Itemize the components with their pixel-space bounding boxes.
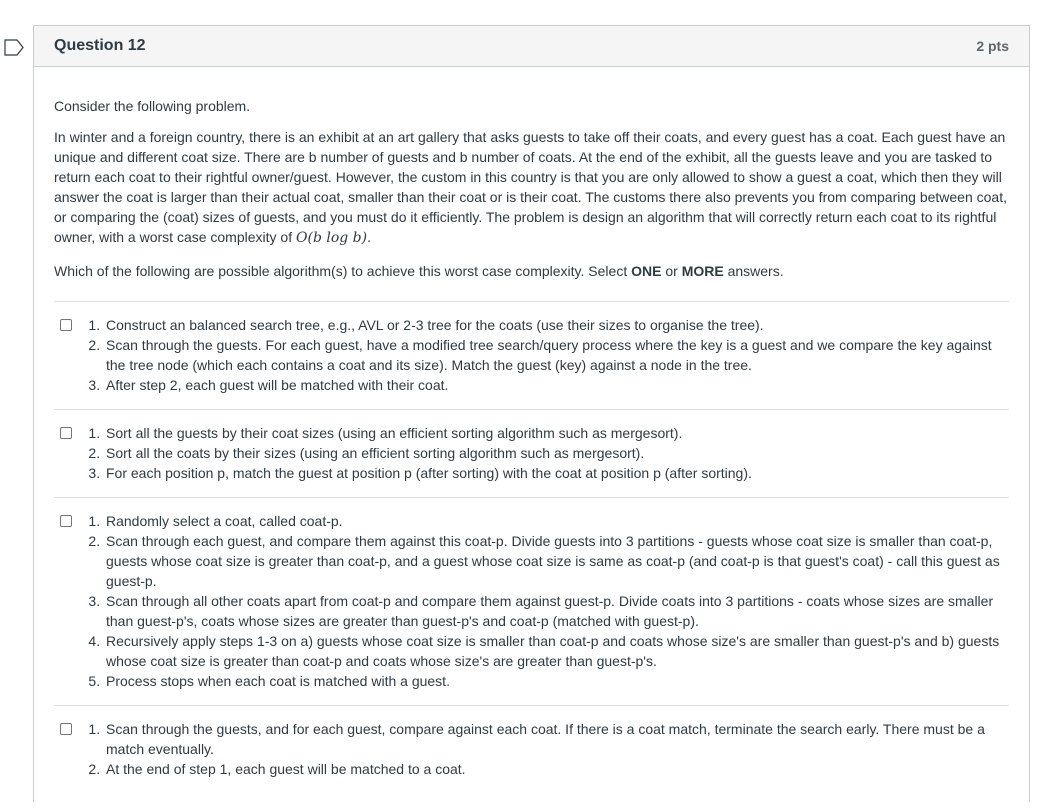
problem-text [54,127,1009,248]
prompt-more: MORE [681,263,724,279]
answer-checkbox-2[interactable] [60,427,72,439]
question-title: Question 12 [54,37,146,54]
prompt-or: or [661,263,682,279]
complexity-formula: O(b log b) [296,230,368,246]
answer-checkbox-4[interactable] [60,723,72,735]
answer-step: 5. Process stops when each coat is matched with a guest. [104,671,1009,691]
answer-step: 4. Recursively apply steps 1-3 on a) guests whose coat size is smaller than coat-p and coats whose size's are smaller than guest-p's and b) guests whose coat size is greater than coat-p and coats whose size's are greater than guest-p's. [104,631,1009,671]
answer-steps [88,423,752,483]
answer-step: 1. Sort all the guests by their coat sizes (using an efficient sorting algorithm such as mergesort). [104,423,752,443]
answer-step: 3. For each position p, match the guest at position p (after sorting) with the coat at position p (after sorting). [104,463,752,483]
bookmark-flag-icon[interactable] [4,39,24,56]
answer-step: 1. Scan through the guests, and for each guest, compare against each coat. If there is a coat match, terminate the search early. There must be a match eventually. [104,719,1009,759]
answer-option-4[interactable] [54,706,1009,793]
answer-option-2[interactable] [54,410,1009,498]
answer-step: 1. Construct an balanced search tree, e.g., AVL or 2-3 tree for the coats (use their sizes to organise the tree). [104,315,1009,335]
answer-option-3[interactable] [54,498,1009,706]
answer-step: 2. Scan through each guest, and compare them against this coat-p. Divide guests into 3 partitions - guests whose coat size is smaller than coat-p, guests whose coat size is greater than coat-p, and a guest whose coat size is same as coat-p (and coat-p is that guest's coat) - call this guest as guest-p. [104,531,1009,591]
question-points: 2 pts [976,38,1009,54]
answer-step: 2. At the end of step 1, each guest will be matched to a coat. [104,759,1009,779]
answer-step: 3. Scan through all other coats apart from coat-p and compare them against guest-p. Divide coats into 3 partitions - coats whose sizes are smaller than guest-p's, coats whose sizes are greater than guest-p's and coat-p (matched with guest-p). [104,591,1009,631]
answer-step: 2. Sort all the coats by their sizes (using an efficient sorting algorithm such as mergesort). [104,443,752,463]
answer-step: 2. Scan through the guests. For each guest, have a modified tree search/query process where the key is a guest and we compare the key against the tree node (which each contains a coat and its size). Match the guest (key) against a node in the tree. [104,335,1009,375]
problem-end: . [367,229,371,245]
answer-steps [88,315,1009,395]
prompt-end: answers. [723,263,784,279]
answer-checkbox-1[interactable] [60,319,72,331]
prompt-one: ONE [631,263,662,279]
answer-option-1[interactable] [54,302,1009,410]
question-body [34,67,1029,793]
question-header [34,26,1029,67]
question-card [33,25,1030,802]
problem-description: In winter and a foreign country, there is an exhibit at an art gallery that asks guests to take off their coats, and every guest has a coat. Each guest have an unique and different coat size. There are b number of guests and b number of coats. At the end of the exhibit, all the guests leave and you are tasked to return each coat to their rightful owner/guest. However, the custom in this country is that you are only allowed to show a guest a coat, which then they will answer the coat is larger than their actual coat, smaller than their coat or is their coat. The customs there also prevents you from comparing between coat, or comparing the (coat) sizes of guests, and you must do it efficiently. The problem is design an algorithm that will correctly return each coat to its rightful owner, with a worst case complexity of [54,129,1007,245]
answer-step: 3. After step 2, each guest will be matched with their coat. [104,375,1009,395]
prompt-text: Which of the following are possible algorithm(s) to achieve this worst case complexity. Select [54,263,632,279]
answer-step: 1. Randomly select a coat, called coat-p. [104,511,1009,531]
answer-list [54,301,1009,793]
answer-steps [88,719,1009,779]
answer-steps [88,511,1009,691]
answer-checkbox-3[interactable] [60,515,72,527]
question-prompt [54,261,1009,281]
question-intro: Consider the following problem. [54,98,251,114]
